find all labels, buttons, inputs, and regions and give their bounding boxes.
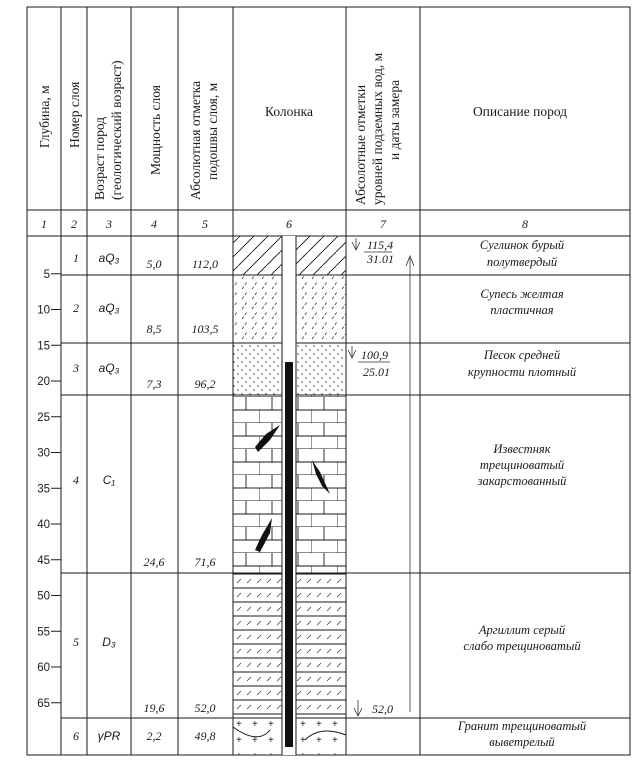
layer-number: 1 [73,251,79,265]
header-thickness: Мощность слоя [148,85,163,175]
depth-tick-label: 35 [37,483,50,496]
layer-thickness: 5,0 [146,257,162,271]
layer-age: D₃ [102,635,116,649]
column-number: 4 [151,217,157,231]
depth-tick-label: 15 [37,340,50,353]
depth-tick-label: 40 [37,519,50,531]
layer-bottom-elevation: 96,2 [194,377,216,391]
water-level-elevation: 100,9 [361,348,388,362]
depth-tick-label: 55 [37,626,50,639]
layer-thickness: 7,3 [146,377,162,391]
header-abs-line2: подошвы слоя, м [205,82,220,180]
layer-age: aQ₃ [98,251,120,265]
header-water-line3: и даты замера [387,79,402,160]
layer-description: Гранит трещиноватый [457,719,587,733]
header-layer-number: Номер слоя [67,81,82,148]
layer-description: крупности плотный [467,365,577,379]
header-water-line2: уровней подземных вод, м [370,52,385,205]
depth-tick-label: 65 [37,697,50,710]
layer-number: 6 [73,729,79,743]
layer-thickness: 8,5 [146,322,162,336]
lithology-column [233,236,346,755]
layer-bottom-elevation: 103,5 [191,322,219,336]
header-age-line1: Возраст пород [92,116,107,200]
layer-age: aQ₃ [98,301,120,315]
header-depth: Глубина, м [37,85,52,148]
header-water-line1: Абсолотные отметки [353,84,368,205]
water-levels [348,238,414,716]
depth-tick-label: 10 [37,304,50,317]
column-number-row [41,217,528,231]
layer-description: Аргиллит серый [478,623,566,637]
layer-description: закарстованный [477,474,567,488]
layer-description: выветрелый [489,735,555,749]
layer-bottom-elevation: 49,8 [194,729,216,743]
depth-tick-label: 50 [37,590,50,603]
column-number: 1 [41,217,47,231]
column-number: 8 [522,217,528,231]
layer-age: C₁ [102,473,116,487]
layer-age: γPR [97,729,121,743]
layer-bottom-elevation: 112,0 [191,257,219,271]
column-number: 3 [106,217,112,231]
layer-bottom-elevation: 71,6 [194,555,216,569]
header-column: Колонка [265,104,313,119]
depth-tick-label: 30 [37,447,50,460]
layer-description: Известняк [493,442,551,456]
water-level-date: 25.01 [363,365,390,379]
header-description: Описание пород [472,104,568,119]
layer-description: Суглинок бурый [479,238,565,252]
layer-number: 3 [73,361,79,375]
depth-tick-label: 5 [43,268,50,281]
column-number: 2 [71,217,77,231]
depth-tick-label: 20 [37,376,50,388]
layer-description: Песок средней [483,348,561,362]
depth-tick-label: 45 [37,554,50,567]
water-level-date: 31.01 [367,252,394,266]
layer-number: 4 [73,473,79,487]
layer-bottom-elevation: 52,0 [194,701,216,715]
depth-scale [37,269,61,710]
column-number: 5 [202,217,208,231]
layer-number: 5 [73,635,79,649]
layer-description: Супесь желтая [480,287,564,301]
layer-thickness: 24,6 [143,555,165,569]
layer-thickness: 19,6 [143,701,165,715]
layer-thickness: 2,2 [146,729,162,743]
layer-description: трещиноватый [479,458,565,472]
depth-tick-label: 25 [37,411,50,424]
header-age-line2: (геологический возраст) [109,60,124,200]
casing-pipe [285,362,293,747]
layer-age: aQ₃ [98,361,120,375]
column-number: 6 [286,217,292,231]
layer-description: полутвердый [486,255,558,269]
depth-tick-label: 60 [37,662,50,674]
layer-number: 2 [73,301,79,315]
header-abs-line1: Абсолютная отметка [188,80,203,200]
water-level-elevation: 52,0 [372,702,393,716]
water-level-elevation: 115,4 [367,238,394,252]
layer-description: слабо трещиноватый [463,639,581,653]
layer-description: пластичная [490,303,554,317]
header-row [37,52,567,205]
column-number: 7 [380,217,386,231]
